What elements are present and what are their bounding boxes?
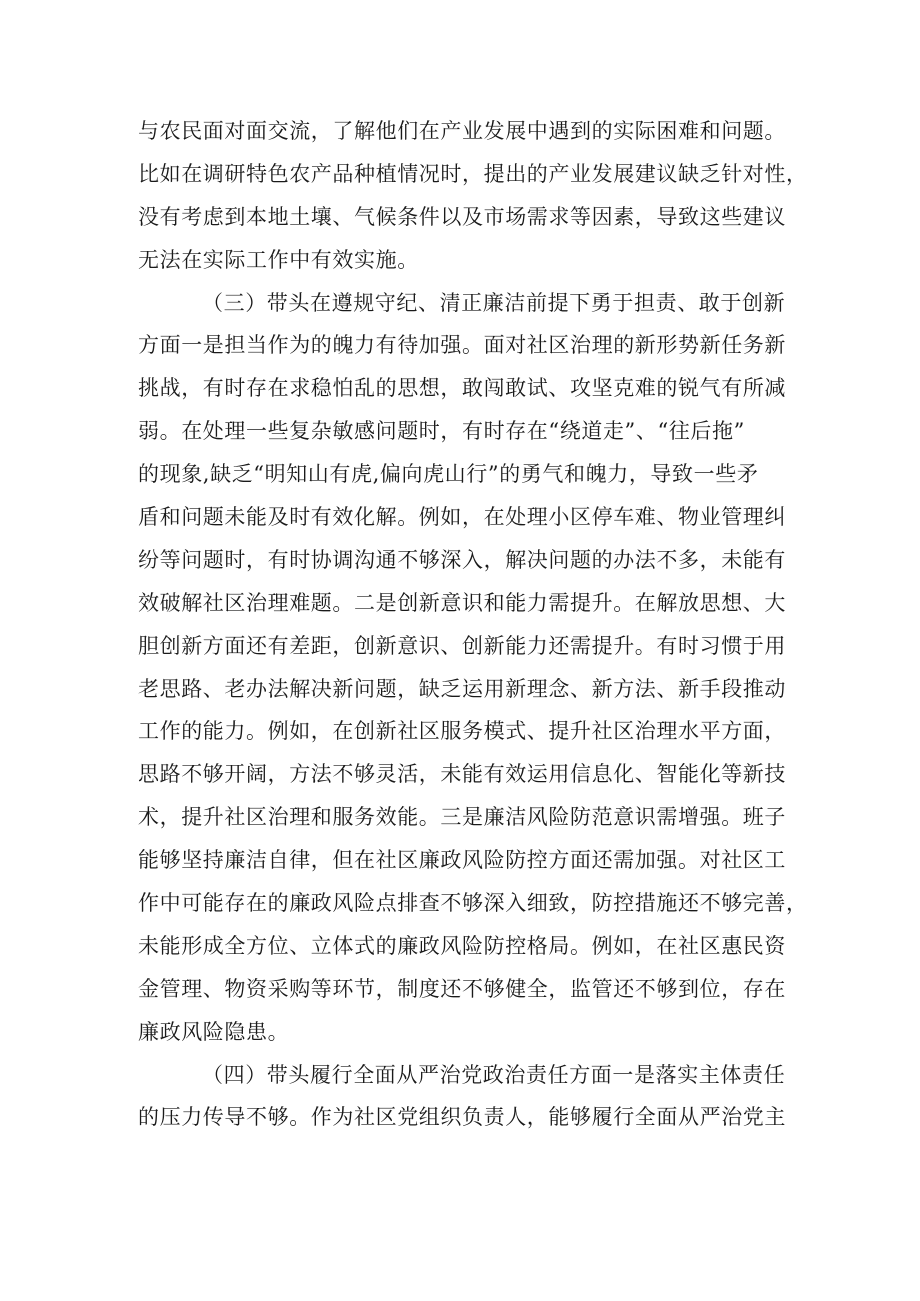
text-line: 没有考虑到本地土壤、气候条件以及市场需求等因素，导致这些建议 (138, 204, 786, 229)
text-line: 能够坚持廉洁自律，但在社区廉政风险防控方面还需加强。对社区工 (138, 848, 786, 873)
text-line: 纷等问题时，有时协调沟通不够深入，解决问题的办法不多，未能有 (138, 547, 786, 572)
text-line: 金管理、物资采购等环节，制度还不够健全，监管还不够到位，存在 (138, 976, 786, 1001)
text-line: 效破解社区治理难题。二是创新意识和能力需提升。在解放思想、大 (138, 590, 786, 615)
text-line: 与农民面对面交流，了解他们在产业发展中遇到的实际困难和问题。 (138, 119, 786, 143)
document-body (138, 110, 808, 1139)
text-line: 未能形成全方位、立体式的廉政风险防控格局。例如，在社区惠民资 (138, 933, 786, 958)
text-line: 弱。在处理一些复杂敏感问题时，有时存在“绕道走”、“往后拖” (138, 419, 745, 444)
text-line: 的压力传导不够。作为社区党组织负责人，能够履行全面从严治党主 (138, 1105, 786, 1130)
text-line: 作中可能存在的廉政风险点排查不够深入细致，防控措施还不够完善， (138, 891, 808, 916)
text-line: 的现象,缺乏“明知山有虎,偏向虎山行”的勇气和魄力，导致一些矛 (138, 462, 759, 487)
text-line: 无法在实际工作中有效实施。 (138, 247, 419, 272)
text-line: 老思路、老办法解决新问题，缺乏运用新理念、新方法、新手段推动 (138, 676, 786, 701)
section-heading-4: （四）带头履行全面从严治党政治责任方面一是落实主体责任 (202, 1062, 786, 1087)
text-line: 胆创新方面还有差距，创新意识、创新能力还需提升。有时习惯于用 (138, 633, 786, 658)
section-heading-3: （三）带头在遵规守纪、清正廉洁前提下勇于担责、敢于创新 (202, 290, 786, 315)
text-line: 思路不够开阔，方法不够灵活，未能有效运用信息化、智能化等新技 (138, 762, 786, 787)
text-line: 盾和问题未能及时有效化解。例如，在处理小区停车难、物业管理纠 (138, 505, 786, 530)
text-line: 廉政风险隐患。 (138, 1019, 290, 1044)
text-line: 比如在调研特色农产品种植情况时，提出的产业发展建议缺乏针对性， (138, 161, 808, 186)
text-line: 术，提升社区治理和服务效能。三是廉洁风险防范意识需增强。班子 (138, 805, 786, 830)
text-line: 挑战，有时存在求稳怕乱的思想，敢闯敢试、攻坚克难的锐气有所减 (138, 376, 786, 401)
text-line: 方面一是担当作为的魄力有待加强。面对社区治理的新形势新任务新 (138, 333, 786, 358)
text-line: 工作的能力。例如，在创新社区服务模式、提升社区治理水平方面， (138, 719, 786, 744)
